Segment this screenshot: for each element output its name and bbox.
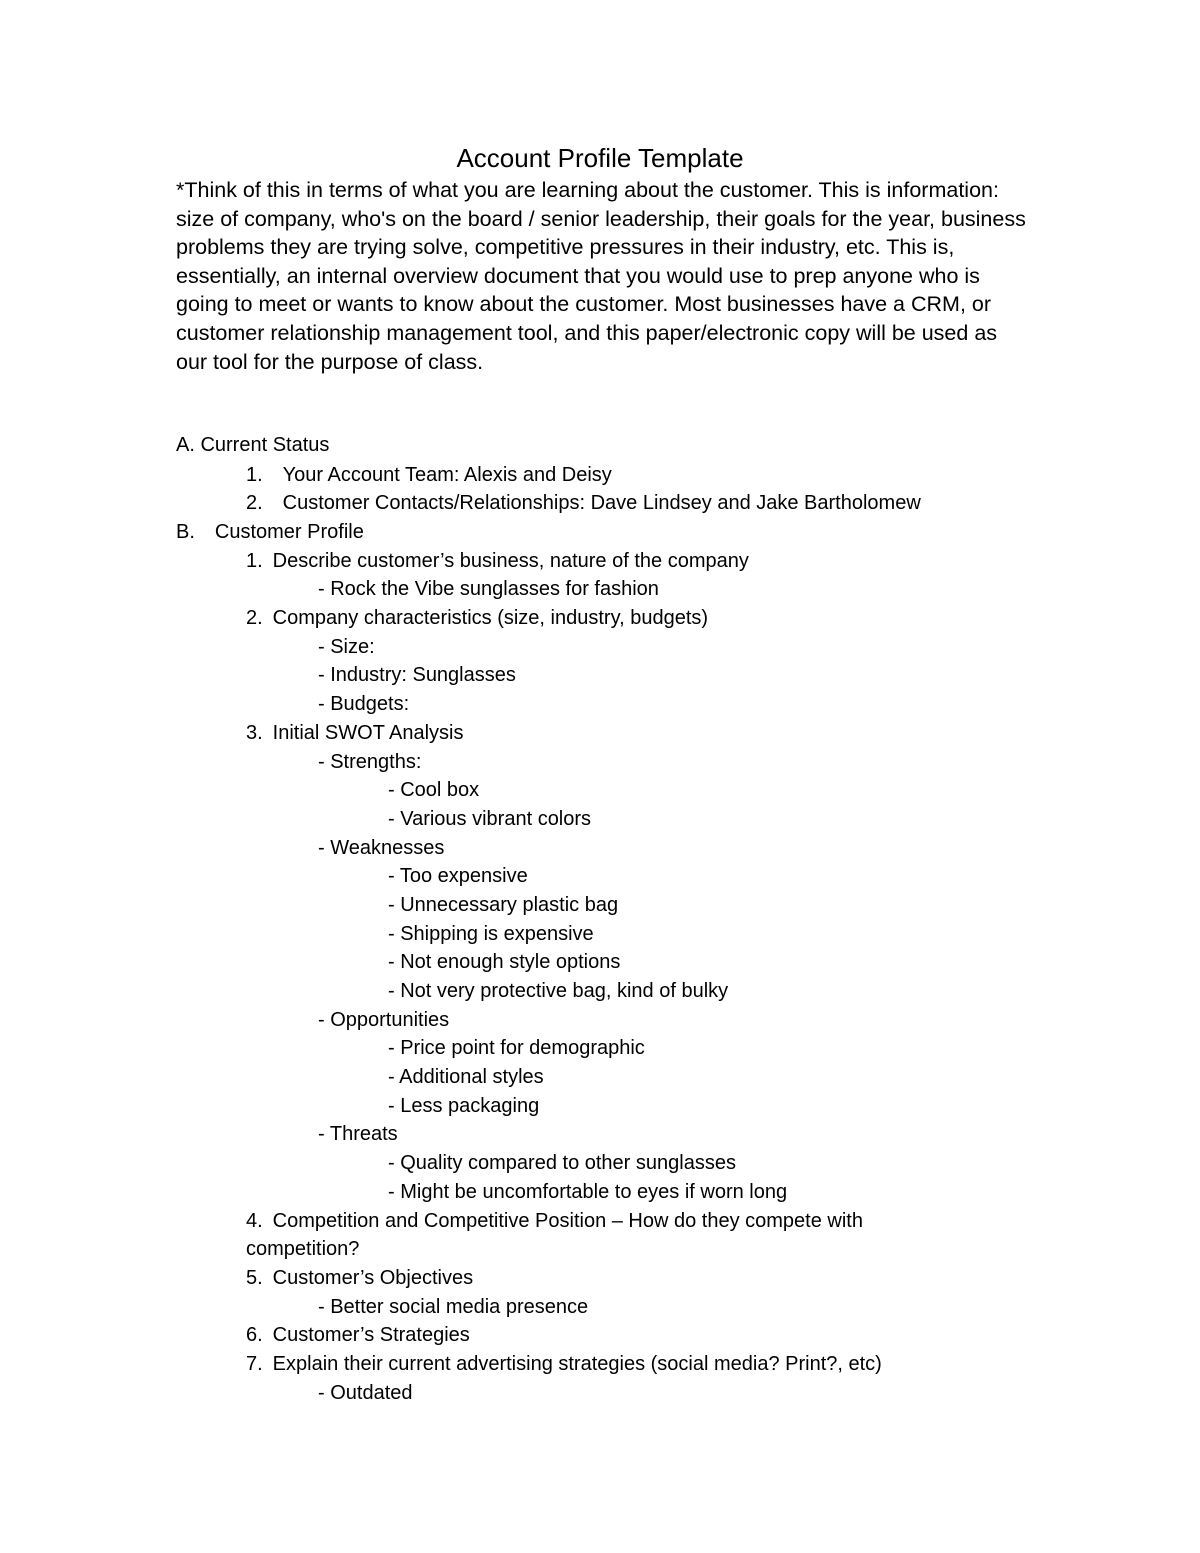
outline-line: - Better social media presence: [318, 1296, 589, 1318]
outline-line: - Opportunities: [318, 1009, 450, 1031]
outline-line: 2. Customer Contacts/Relationships: Dave Lindsey and Jake Bartholomew: [246, 492, 921, 514]
outline-line: - Weaknesses: [318, 837, 445, 859]
outline-line: - Additional styles: [388, 1066, 544, 1088]
outline-line: - Industry: Sunglasses: [318, 664, 516, 686]
intro-paragraph: *Think of this in terms of what you are learning about the customer. This is information: size of company, who's on the board / senior leadership, their goals for the year, business problems they are trying solve, competitive pressures in their industry, etc. This is, essentially, an internal overview document that you would use to prep anyone who is going to meet or wants to know about the customer. Most businesses have a CRM, or customer relationship management tool, and this paper/electronic copy will be used as our tool for the purpose of class.: [176, 178, 1026, 374]
outline-line: 7. Explain their current advertising strategies (social media? Print?, etc): [246, 1353, 882, 1375]
outline-line: - Quality compared to other sunglasses: [388, 1152, 736, 1174]
outline-line: 1. Describe customer’s business, nature of the company: [246, 550, 749, 572]
outline-line: B. Customer Profile: [176, 521, 364, 543]
outline-line: - Size:: [318, 636, 375, 658]
outline-line: 2. Company characteristics (size, industry, budgets): [246, 607, 709, 629]
outline-line: - Budgets:: [318, 693, 410, 715]
outline-line: A. Current Status: [176, 434, 330, 456]
outline-line: 1. Your Account Team: Alexis and Deisy: [246, 464, 612, 486]
outline-line: - Not very protective bag, kind of bulky: [388, 980, 729, 1002]
outline-line: - Threats: [318, 1123, 398, 1145]
outline-line: - Cool box: [388, 779, 480, 801]
outline-line: - Unnecessary plastic bag: [388, 894, 619, 916]
outline-line: - Outdated: [318, 1382, 413, 1404]
outline-line: - Strengths:: [318, 751, 422, 773]
outline-line: - Less packaging: [388, 1095, 540, 1117]
outline-line: - Shipping is expensive: [388, 923, 594, 945]
outline-line: 6. Customer’s Strategies: [246, 1324, 470, 1346]
outline-line: - Various vibrant colors: [388, 808, 592, 830]
outline-line: competition?: [246, 1238, 360, 1260]
outline-line: - Might be uncomfortable to eyes if worn long: [388, 1181, 788, 1203]
outline-line: - Too expensive: [388, 865, 528, 887]
outline-line: 3. Initial SWOT Analysis: [246, 722, 464, 744]
outline-line: - Rock the Vibe sunglasses for fashion: [318, 578, 659, 600]
outline-line: - Price point for demographic: [388, 1037, 645, 1059]
outline-line: - Not enough style options: [388, 951, 621, 973]
outline-line: 5. Customer’s Objectives: [246, 1267, 474, 1289]
outline-line: 4. Competition and Competitive Position – How do they compete with: [246, 1210, 863, 1232]
page-title: Account Profile Template: [456, 143, 744, 173]
